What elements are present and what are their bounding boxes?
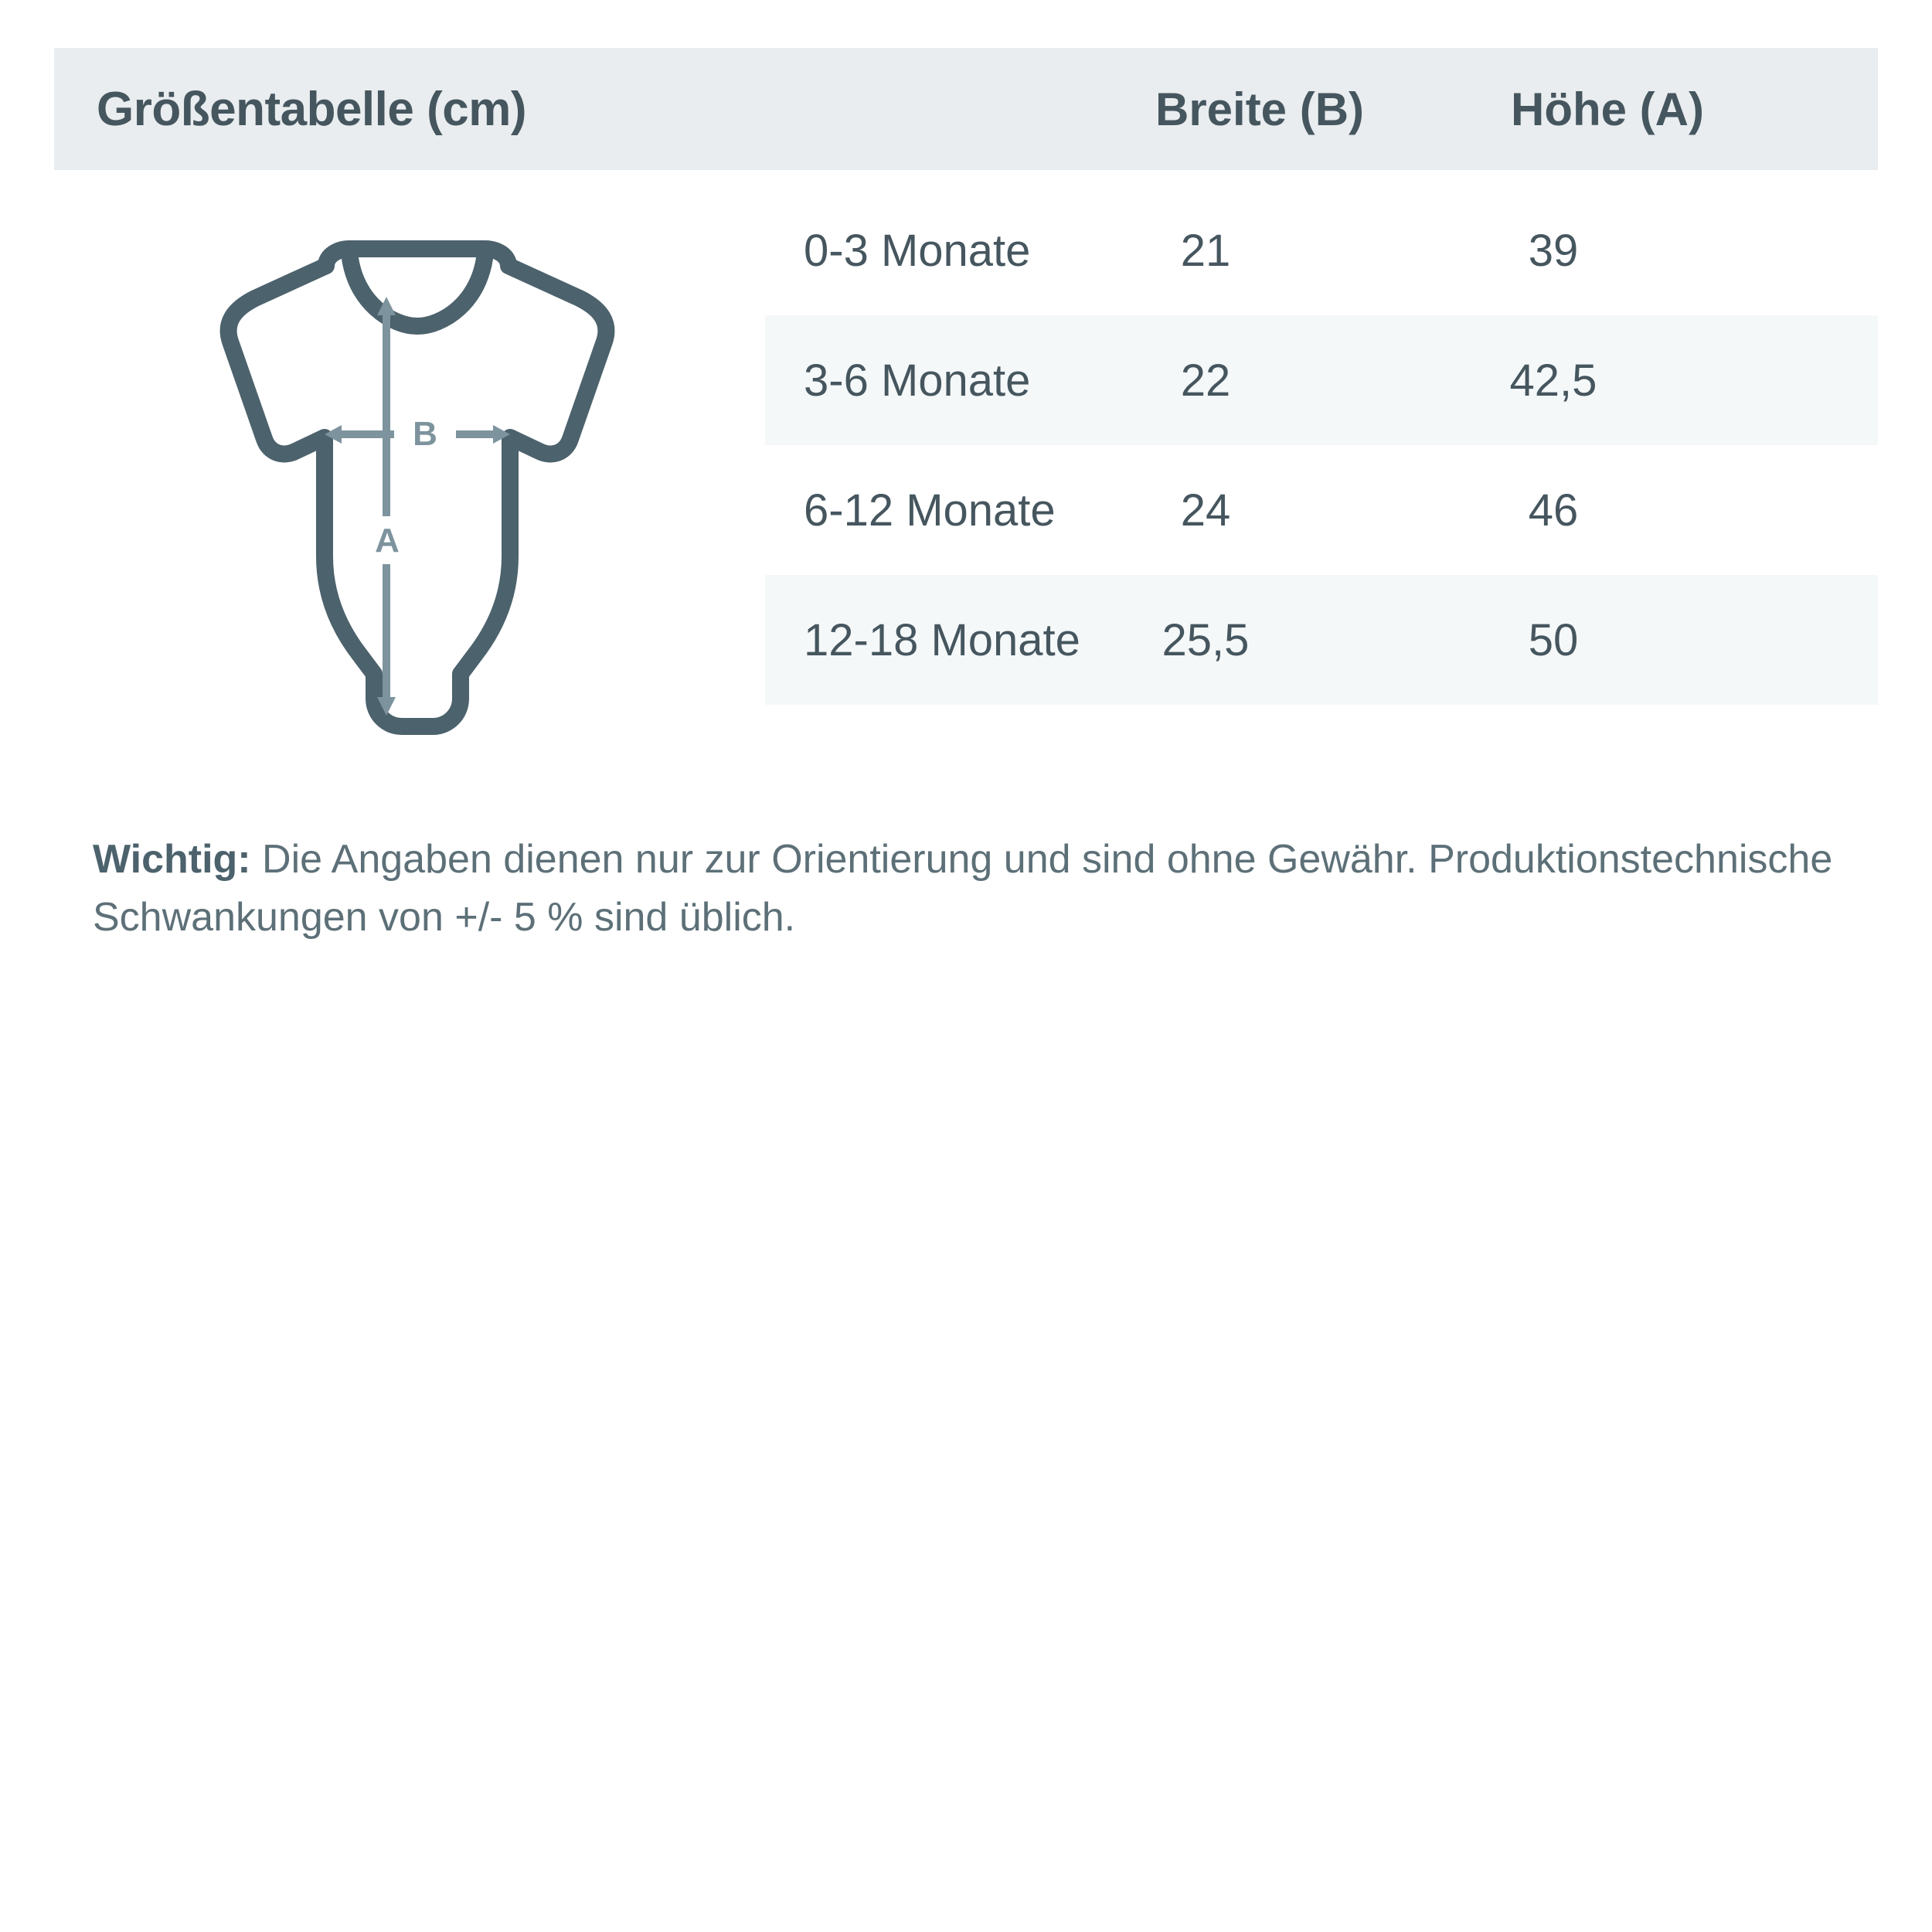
disclaimer-lead: Wichtig: (93, 837, 251, 882)
cell-size: 12-18 Monate (804, 614, 1080, 665)
cell-height: 42,5 (1509, 355, 1597, 406)
size-table (765, 185, 1878, 705)
svg-text:B: B (413, 415, 437, 453)
disclaimer-text: Die Angaben dienen nur zur Orientierung und sind ohne Gewähr. Produktionstechnische Schwankungen von +/- 5 % sind üblich. (93, 837, 1833, 940)
cell-height: 50 (1528, 614, 1579, 665)
cell-size: 6-12 Monate (804, 485, 1056, 536)
cell-width: 21 (1180, 225, 1231, 276)
cell-width: 24 (1180, 485, 1231, 536)
cell-size: 3-6 Monate (804, 355, 1031, 406)
table-row (765, 315, 1878, 445)
cell-width: 22 (1180, 355, 1231, 406)
svg-text:A: A (375, 522, 400, 560)
page-title: Größentabelle (cm) (97, 82, 526, 136)
table-row (765, 445, 1878, 575)
cell-height: 39 (1528, 225, 1579, 276)
column-header-height: Höhe (A) (1511, 83, 1704, 135)
table-row (765, 575, 1878, 705)
disclaimer-note (93, 831, 1855, 947)
cell-width: 25,5 (1162, 614, 1250, 665)
cell-height: 46 (1528, 485, 1579, 536)
cell-size: 0-3 Monate (804, 225, 1031, 276)
baby-bodysuit-diagram (147, 232, 688, 773)
table-row (765, 185, 1878, 315)
column-header-width: Breite (B) (1155, 83, 1365, 135)
table-header (54, 48, 1878, 170)
